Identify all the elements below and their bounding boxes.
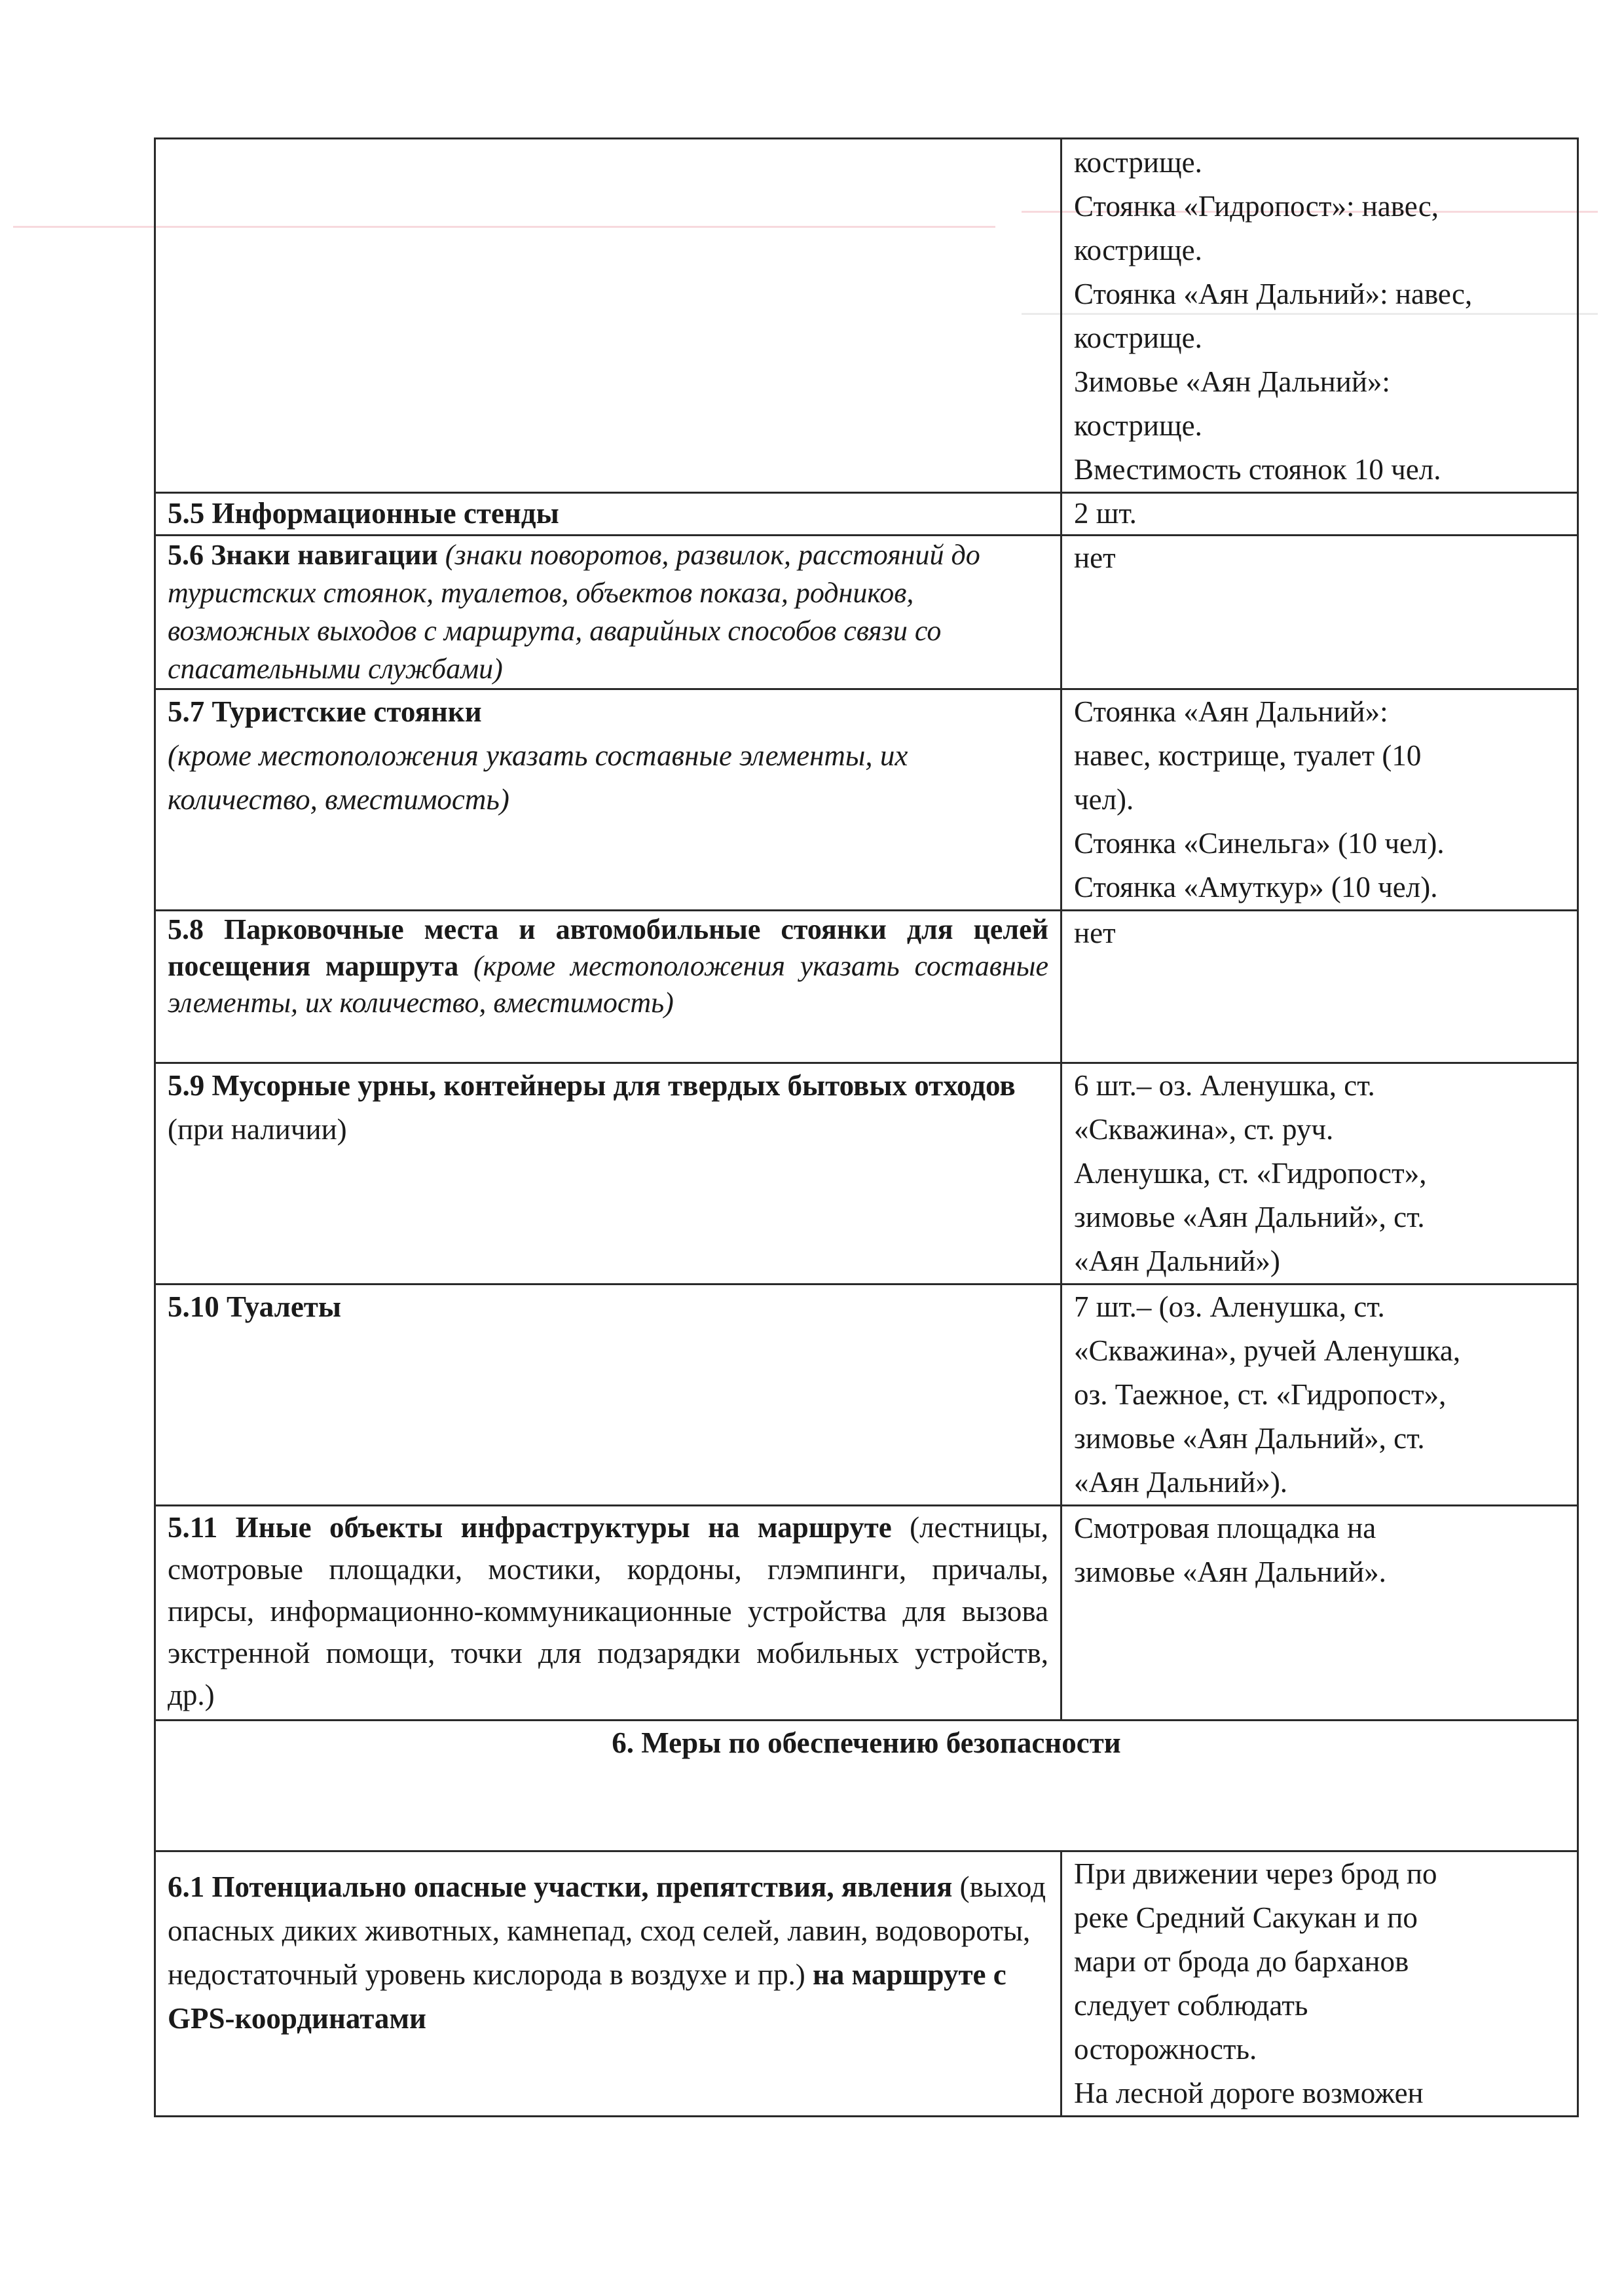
cell-text-line: 7 шт.– (оз. Аленушка, ст. xyxy=(1074,1290,1385,1323)
row-note: (лестницы, смотровые площадки, мостики, кордоны, глэмпинги, причалы, пирсы, информационно-коммуникационные устройства для вызова экстренной помощи, точки для подзарядки мобильных устройств, др.) xyxy=(168,1511,1048,1711)
table-cell-value xyxy=(1061,689,1578,911)
table-cell-label xyxy=(155,536,1061,689)
cell-text-line: осторожность. xyxy=(1074,2033,1257,2066)
cell-text-line: Стоянка «Амуткур» (10 чел). xyxy=(1074,871,1438,903)
cell-text-line: кострище. xyxy=(1074,146,1202,179)
cell-text-line: Стоянка «Аян Дальний»: xyxy=(1074,695,1388,728)
table-cell-label xyxy=(155,1063,1061,1285)
table-row xyxy=(155,911,1578,1063)
table-cell-label xyxy=(155,1285,1061,1506)
row-title: 5.10 Туалеты xyxy=(168,1290,342,1323)
row-title: 5.11 Иные объекты инфраструктуры на маршруте xyxy=(168,1511,892,1544)
cell-text-line: Стоянка «Гидропост»: навес, xyxy=(1074,190,1439,223)
table-cell-value xyxy=(1061,1506,1578,1721)
cell-text-line: кострище. xyxy=(1074,409,1202,442)
cell-text-line: 2 шт. xyxy=(1074,497,1137,530)
table-row xyxy=(155,689,1578,911)
cell-text-line: Вместимость стоянок 10 чел. xyxy=(1074,453,1441,486)
cell-text-line: При движении через брод по xyxy=(1074,1857,1437,1890)
row-title: 5.6 Знаки навигации xyxy=(168,539,438,571)
cell-text-line: следует соблюдать xyxy=(1074,1989,1308,2022)
table-cell-value xyxy=(1061,536,1578,689)
row-title-continuation: на маршруте с GPS-координатами xyxy=(168,1958,1006,2035)
cell-text-line: нет xyxy=(1074,541,1116,574)
cell-text-line: мари от брода до барханов xyxy=(1074,1945,1409,1978)
table-cell-value xyxy=(1061,1063,1578,1285)
cell-text-line: Стоянка «Синельга» (10 чел). xyxy=(1074,827,1445,860)
cell-text-line: Стоянка «Аян Дальний»: навес, xyxy=(1074,278,1473,310)
row-note: (кроме местоположения указать составные элементы, их количество, вместимость) xyxy=(168,950,1048,1019)
table-row xyxy=(155,536,1578,689)
cell-text-line: 6 шт.– оз. Аленушка, ст. xyxy=(1074,1069,1375,1102)
section-heading-row xyxy=(155,1721,1578,1851)
cell-text-line: «Скважина», ручей Аленушка, xyxy=(1074,1334,1461,1367)
table-cell-value xyxy=(1061,493,1578,536)
table-row xyxy=(155,1285,1578,1506)
cell-text-line: зимовье «Аян Дальний», ст. xyxy=(1074,1201,1425,1233)
row-title: 5.7 Туристские стоянки xyxy=(168,695,482,728)
infrastructure-table xyxy=(154,137,1579,2117)
table-cell-value xyxy=(1061,139,1578,493)
row-title: 6.1 Потенциально опасные участки, препятствия, явления xyxy=(168,1870,953,1903)
cell-text-line: чел). xyxy=(1074,783,1134,816)
row-note: (выход опасных диких животных, камнепад, сход селей, лавин, водовороты, недостаточный уровень кислорода в воздухе и пр.) xyxy=(168,1870,1046,1991)
row-note: (кроме местоположения указать составные элементы, их количество, вместимость) xyxy=(168,739,908,816)
row-title: 5.9 Мусорные урны, контейнеры для твердых бытовых отходов xyxy=(168,1069,1016,1102)
cell-text-line: оз. Таежное, ст. «Гидропост», xyxy=(1074,1378,1447,1411)
cell-text-line: «Аян Дальний») xyxy=(1074,1245,1280,1277)
cell-text-line: нет xyxy=(1074,917,1116,949)
table-cell-label xyxy=(155,911,1061,1063)
row-title: 5.5 Информационные стенды xyxy=(168,497,559,530)
table-cell-label xyxy=(155,689,1061,911)
table-cell-value xyxy=(1061,911,1578,1063)
table-row xyxy=(155,1851,1578,2117)
table-cell-label xyxy=(155,1506,1061,1721)
cell-text-line: кострище. xyxy=(1074,321,1202,354)
table-row xyxy=(155,139,1578,493)
section-heading: 6. Меры по обеспечению безопасности xyxy=(155,1721,1578,1851)
table-cell-label xyxy=(155,493,1061,536)
cell-text-line: Зимовье «Аян Дальний»: xyxy=(1074,365,1390,398)
cell-text-line: зимовье «Аян Дальний», ст. xyxy=(1074,1422,1425,1455)
cell-text-line: «Аян Дальний»). xyxy=(1074,1466,1288,1499)
table-row xyxy=(155,493,1578,536)
cell-text-line: навес, кострище, туалет (10 xyxy=(1074,739,1422,772)
table-cell-value xyxy=(1061,1851,1578,2117)
table-row xyxy=(155,1506,1578,1721)
cell-text-line: кострище. xyxy=(1074,234,1202,266)
table-cell-label xyxy=(155,1851,1061,2117)
table-cell-empty xyxy=(155,139,1061,493)
cell-text-line: Смотровая площадка на xyxy=(1074,1512,1376,1544)
table-row xyxy=(155,1063,1578,1285)
cell-text-line: «Скважина», ст. руч. xyxy=(1074,1113,1334,1146)
table-cell-value xyxy=(1061,1285,1578,1506)
cell-text-line: зимовье «Аян Дальний». xyxy=(1074,1556,1386,1588)
cell-text-line: На лесной дороге возможен xyxy=(1074,2077,1424,2109)
cell-text-line: Аленушка, ст. «Гидропост», xyxy=(1074,1157,1427,1190)
cell-text-line: реке Средний Сакукан и по xyxy=(1074,1901,1418,1934)
row-note: (при наличии) xyxy=(168,1113,347,1146)
row-note: (знаки поворотов, развилок, расстояний до туристских стоянок, туалетов, объектов показа, родников, возможных выходов с маршрута, аварийных способов связи со спасательными службами) xyxy=(168,539,980,685)
row-title: 5.8 Парковочные места и автомобильные стоянки для целей посещения маршрута xyxy=(168,913,1048,982)
